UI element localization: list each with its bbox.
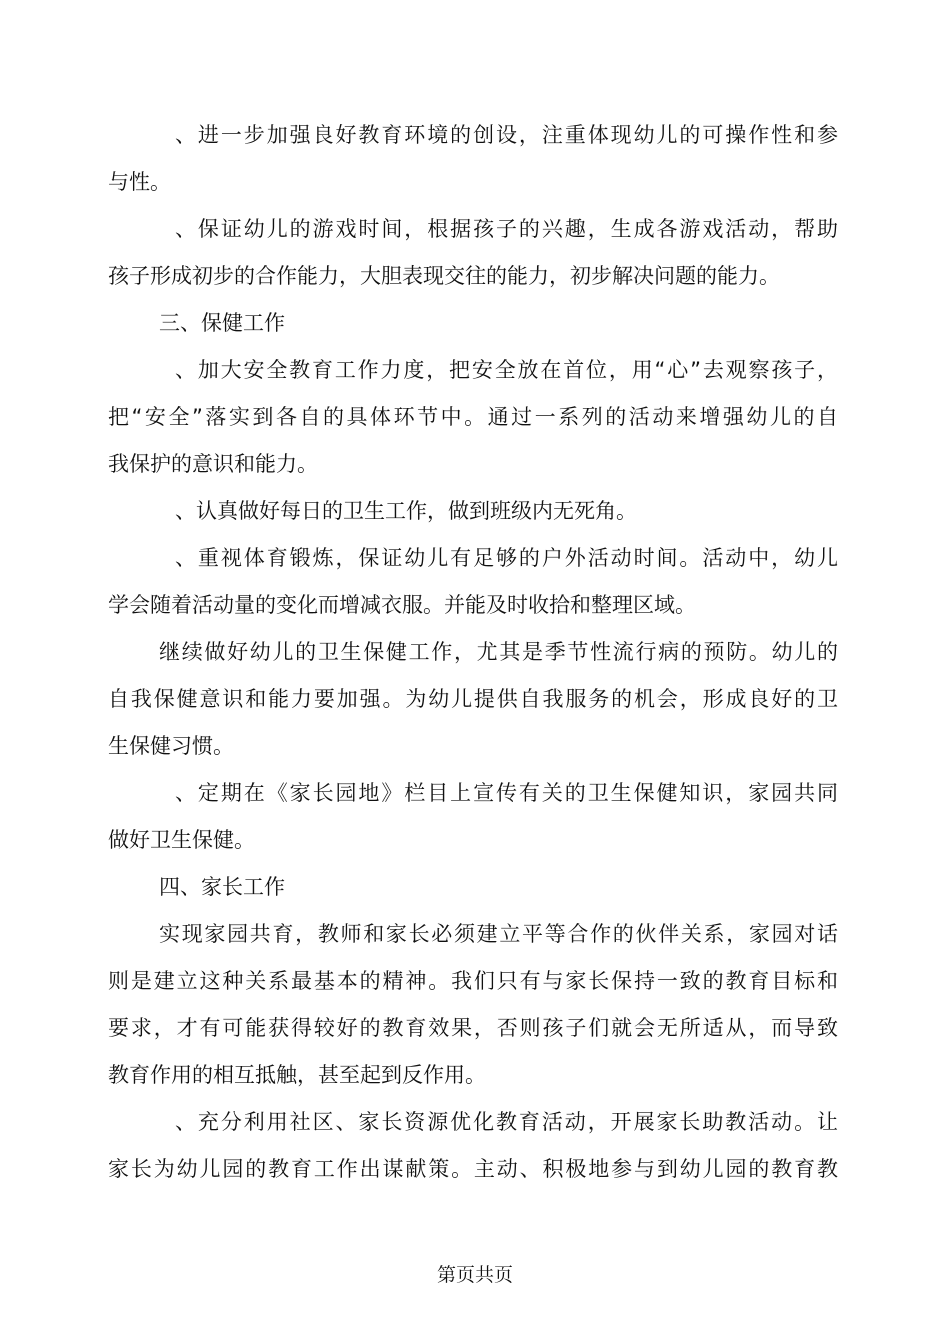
text-line: 、重视体育锻炼，保证幼儿有足够的户外活动时间。活动中，幼儿 — [175, 546, 838, 570]
text-line: 我保护的意识和能力。 — [108, 452, 318, 476]
section-heading — [108, 864, 838, 911]
text-line: 、认真做好每日的卫生工作，做到班级内无死角。 — [175, 499, 637, 523]
text-line: 、定期在《家长园地》栏目上宣传有关的卫生保健知识，家园共同 — [175, 781, 838, 805]
paragraph — [108, 1099, 838, 1193]
paragraph — [108, 206, 838, 300]
text-line: 则是建立这种关系最基本的精神。我们只有与家长保持一致的教育目标和 — [108, 969, 838, 993]
text-line: 教育作用的相互抵触，甚至起到反作用。 — [108, 1063, 486, 1087]
text-line: 与性。 — [108, 170, 171, 194]
text-line: 生保健习惯。 — [108, 734, 234, 758]
text-line: 四、家长工作 — [159, 875, 285, 899]
document-body — [108, 112, 838, 1193]
page-footer: 第页共页 — [436, 1264, 513, 1286]
text-line: 要求，才有可能获得较好的教育效果，否则孩子们就会无所适从，而导致 — [108, 1016, 838, 1040]
text-line: 、保证幼儿的游戏时间，根据孩子的兴趣，生成各游戏活动，帮助 — [175, 217, 838, 241]
text-line: 三、保健工作 — [159, 311, 285, 335]
section-heading — [108, 300, 838, 347]
text-line: 家长为幼儿园的教育工作出谋献策。主动、积极地参与到幼儿园的教育教 — [108, 1157, 838, 1181]
paragraph — [108, 347, 838, 488]
paragraph — [108, 535, 838, 629]
text-line: 、充分利用社区、家长资源优化教育活动，开展家长助教活动。让 — [175, 1110, 838, 1134]
text-line: 做好卫生保健。 — [108, 828, 255, 852]
text-line: 自我保健意识和能力要加强。为幼儿提供自我服务的机会，形成良好的卫 — [108, 687, 838, 711]
paragraph — [108, 112, 838, 206]
paragraph — [108, 488, 838, 535]
text-line: 、加大安全教育工作力度，把安全放在首位，用“心”去观察孩子， — [175, 358, 838, 382]
paragraph — [108, 629, 838, 770]
text-line: 、进一步加强良好教育环境的创设，注重体现幼儿的可操作性和参 — [175, 123, 838, 147]
paragraph — [108, 911, 838, 1099]
paragraph — [108, 770, 838, 864]
text-line: 学会随着活动量的变化而增减衣服。并能及时收拾和整理区域。 — [108, 593, 696, 617]
text-line: 孩子形成初步的合作能力，大胆表现交往的能力，初步解决问题的能力。 — [108, 264, 780, 288]
text-line: 把“安全”落实到各自的具体环节中。通过一系列的活动来增强幼儿的自 — [108, 405, 838, 429]
text-line: 实现家园共育，教师和家长必须建立平等合作的伙伴关系，家园对话 — [159, 922, 838, 946]
text-line: 继续做好幼儿的卫生保健工作，尤其是季节性流行病的预防。幼儿的 — [159, 640, 838, 664]
